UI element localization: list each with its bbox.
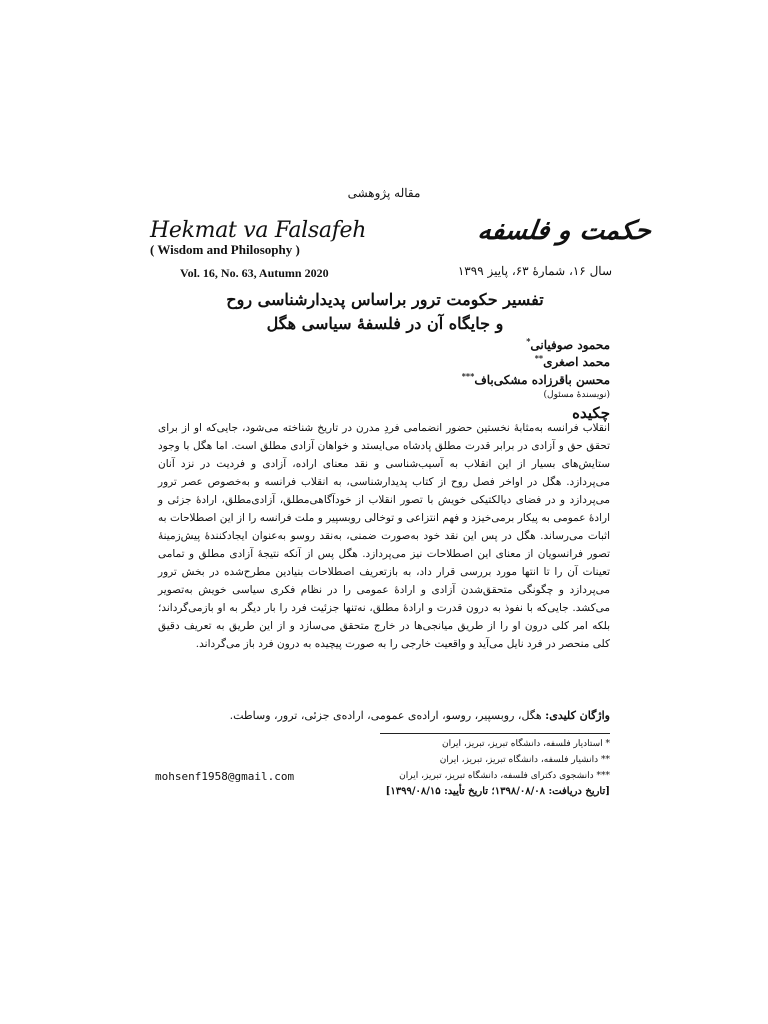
- author-mark: ***: [461, 371, 475, 381]
- author-name: محمد اصغری: [543, 355, 610, 369]
- keywords: [158, 709, 610, 722]
- author-name: محمود صوفیانی: [530, 338, 610, 352]
- footnote-divider: [380, 733, 610, 734]
- volume-en: Vol. 16, No. 63, Autumn 2020: [180, 266, 329, 280]
- author-mark: *: [526, 336, 531, 346]
- abstract-heading: چکیده: [572, 404, 610, 422]
- journal-logo: حکمت و فلسفه: [475, 216, 654, 246]
- keywords-text: هگل، روبسپیر، روسو، اراده‌ی عمومی، اراده‌ی جزئی، ترور، وساطت.: [229, 709, 542, 722]
- footnote-1: * استادیار فلسفه، دانشگاه تبریز، تبریز، ایران: [441, 739, 610, 749]
- journal-name-en: Hekmat va Falsafeh: [150, 218, 367, 243]
- footnote-2: ** دانشیار فلسفه، دانشگاه تبریز، تبریز، ایران: [439, 755, 610, 765]
- author-1: [300, 336, 610, 352]
- corresponding-email[interactable]: mohsenf1958@gmail.com: [155, 770, 295, 783]
- author-3: [300, 371, 610, 387]
- footnote-3: *** دانشجوی دکترای فلسفه، دانشگاه تبریز، تبریز، ایران: [399, 771, 610, 781]
- article-type: مقاله پژوهشی: [347, 186, 421, 200]
- article-title-line-2: و جایگاه آن در فلسفهٔ سیاسی هگل: [266, 314, 504, 333]
- keywords-label: واژگان کلیدی:: [545, 709, 610, 722]
- author-name: محسن باقرزاده مشکی‌باف: [474, 373, 610, 387]
- volume-fa: سال ۱۶، شمارهٔ ۶۳، پاییز ۱۳۹۹: [457, 264, 612, 278]
- author-2: [300, 353, 610, 369]
- journal-subtitle-en: ( Wisdom and Philosophy ): [150, 242, 300, 257]
- submission-dates: [تاریخ دریافت: ۱۳۹۸/۰۸/۰۸؛ تاریخ تأیید: ۱۳۹۹/۰۸/۱۵]: [385, 786, 610, 797]
- article-title-line-1: تفسیر حکومت ترور براساس پدیدارشناسی روح: [226, 290, 544, 309]
- responsible-author-note: (نویسندهٔ مسئول): [543, 390, 610, 400]
- abstract-body: انقلاب فرانسه به‌مثابهٔ نخستین حضور انضمامی فردِ مدرن در تاریخ شناخته می‌شود، جایی‌که او از برای تحقق حق و آزادی در برابر قدرت مطلق پادشاه می‌ایستد و خواهان آزادی مطلق است. اما هگل با وجود ستایش‌های بسیار از این انقلاب به آسیب‌شناسی و نقد معنای اراده، آزادی و فردیت در نزد آنان می‌پردازد. هگل در اواخر فصل روح از کتاب پدیدارشناسی، به انقلاب فرانسه و به‌خصوص عصر ترور می‌پردازد و در فضای دیالکتیکی خویش با تصور انقلاب از خودآگاهی‌مطلق، آزادی‌مطلق، ارادهٔ جزئی و ارادهٔ عمومی به پیکار برمی‌خیزد و فهم انتزاعی و توخالی روبسپیر و ملت فرانسه را از این اصطلاحات به اثبات می‌رساند. هگل در پس این نقد خود به‌صورت ضمنی، به‌نقد روسو به‌عنوان ایجادکنندهٔ پیش‌زمینهٔ تصور فرانسویان از معنای این اصطلاحات نیز می‌پردازد. هگل پس از آنکه نتیجهٔ آزادی مطلق و تمامی تعینات آن را تا انتها مورد بررسی قرار داد، به بازتعریف اصطلاحات بنیادین مطرح‌شده در بخش ترور می‌پردازد و چگونگی متحقق‌شدن آزادی و ارادهٔ عمومی را در نظام فکری سیاسی خویش به‌تصویر می‌کشد. جایی‌که با نفوذ به درون قدرت و ارادهٔ مطلق، نه‌تنها جزئیت فرد را بار دیگر به او بازمی‌گرداند؛ بلکه امر کلی درون او را از طریق میانجی‌ها در خارج متحقق می‌سازد و از این طریق به تعریف دقیق کلی منحصر در فرد نایل می‌آید و واقعیت خارجی را به صورت پیچیده به درون فرد باز می‌گرداند.: [158, 422, 610, 650]
- author-mark: **: [534, 353, 544, 363]
